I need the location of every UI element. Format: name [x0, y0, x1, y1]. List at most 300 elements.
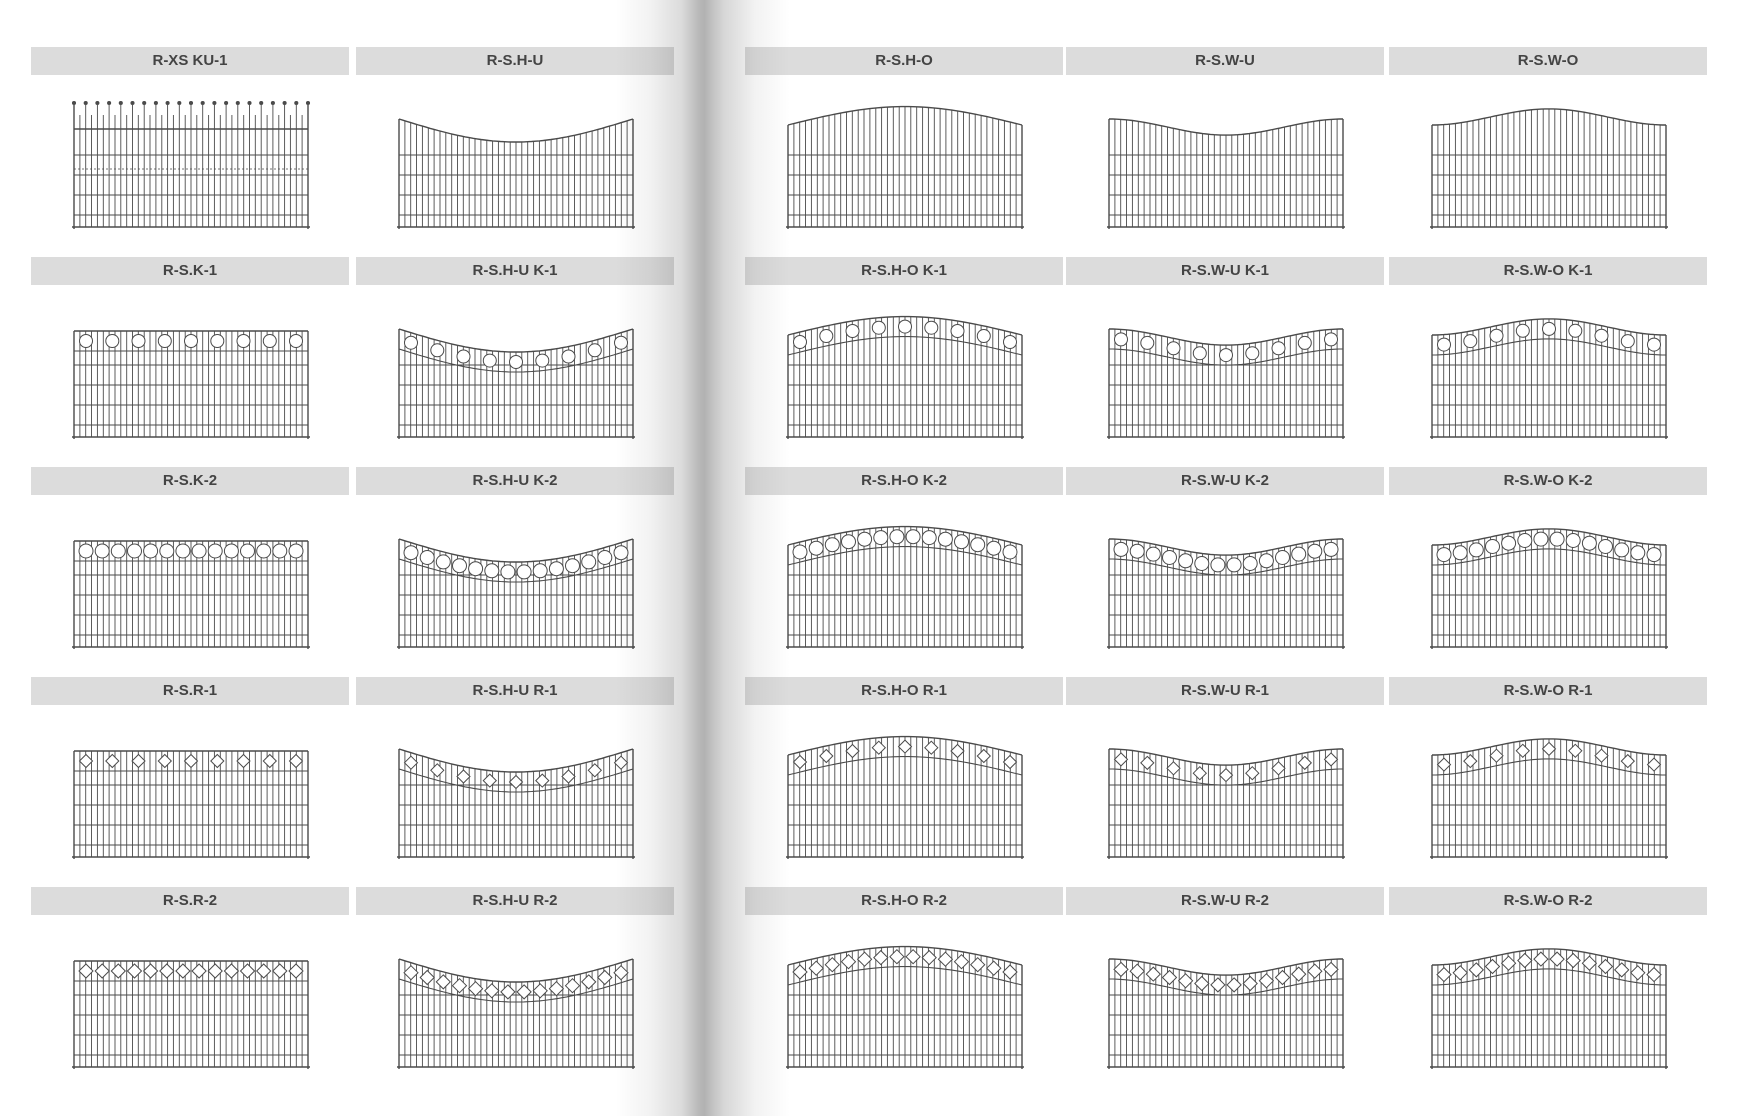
circle-ornament: [185, 335, 198, 348]
circle-ornament: [1490, 329, 1503, 342]
spear-tip: [260, 101, 263, 104]
diamond-ornament: [1276, 971, 1290, 985]
circle-ornament: [938, 532, 952, 546]
diamond-ornament: [1516, 744, 1529, 757]
diamond-ornament: [1211, 978, 1225, 992]
circle-ornament: [1325, 333, 1338, 346]
spear-tip: [84, 101, 87, 104]
fence-model-card: [1066, 467, 1384, 675]
diamond-ornament: [1490, 749, 1503, 762]
diamond-ornament: [80, 755, 93, 768]
model-label: R-S.H-O R-1: [745, 677, 1063, 705]
diamond-ornament: [977, 750, 990, 763]
circle-ornament: [1569, 324, 1582, 337]
circle-ornament: [1259, 554, 1273, 568]
circle-ornament: [517, 565, 531, 579]
diamond-ornament: [1325, 753, 1338, 766]
diamond-ornament: [1003, 965, 1017, 979]
circle-ornament: [144, 544, 158, 558]
diamond-ornament: [1595, 749, 1608, 762]
diamond-ornament: [1298, 756, 1311, 769]
fence-drawing: [1389, 707, 1707, 885]
circle-ornament: [1453, 546, 1467, 560]
fence-model-card: [1066, 47, 1384, 255]
diamond-ornament: [241, 964, 255, 978]
circle-ornament: [582, 555, 596, 569]
fence-model-card: [31, 257, 349, 465]
diamond-ornament: [1569, 744, 1582, 757]
model-label: R-S.R-1: [31, 677, 349, 705]
fence-model-card: [1389, 257, 1707, 465]
circle-ornament: [922, 531, 936, 545]
circle-ornament: [485, 564, 499, 578]
circle-ornament: [1518, 534, 1532, 548]
circle-ornament: [263, 335, 276, 348]
diamond-ornament: [1621, 755, 1634, 768]
spear-tip: [236, 101, 239, 104]
circle-ornament: [1227, 558, 1241, 572]
diamond-ornament: [1437, 968, 1451, 982]
model-label: R-S.H-O K-2: [745, 467, 1063, 495]
circle-ornament: [1298, 336, 1311, 349]
diamond-ornament: [431, 764, 444, 777]
fence-drawing: [31, 497, 349, 675]
model-label: R-S.W-O K-2: [1389, 467, 1707, 495]
diamond-ornament: [1141, 756, 1154, 769]
spear-tip: [166, 101, 169, 104]
fence-model-card: [745, 887, 1063, 1095]
circle-ornament: [1211, 558, 1225, 572]
circle-ornament: [598, 551, 612, 565]
circle-ornament: [1243, 557, 1257, 571]
diamond-ornament: [1272, 762, 1285, 775]
fence-panel-illustration: [356, 707, 674, 885]
circle-ornament: [483, 354, 496, 367]
diamond-ornament: [1146, 967, 1160, 981]
diamond-ornament: [925, 741, 938, 754]
diamond-ornament: [1464, 755, 1477, 768]
fence-panel-illustration: [356, 917, 674, 1095]
fence-model-card: [745, 47, 1063, 255]
fence-drawing: [356, 917, 674, 1095]
circle-ornament: [79, 544, 93, 558]
fence-panel-illustration: [1066, 77, 1384, 255]
diamond-ornament: [951, 745, 964, 758]
diamond-ornament: [1004, 756, 1017, 769]
diamond-ornament: [1163, 971, 1177, 985]
diamond-ornament: [237, 755, 250, 768]
fence-panel-illustration: [1389, 287, 1707, 465]
circle-ornament: [793, 545, 807, 559]
spear-tip: [283, 101, 286, 104]
diamond-ornament: [501, 985, 515, 999]
model-label: R-S.H-U: [356, 47, 674, 75]
diamond-ornament: [955, 955, 969, 969]
fence-panel-illustration: [356, 77, 674, 255]
fence-model-card: [31, 677, 349, 885]
model-label: R-S.W-O: [1389, 47, 1707, 75]
diamond-ornament: [289, 964, 303, 978]
diamond-ornament: [405, 756, 418, 769]
circle-ornament: [872, 321, 885, 334]
circle-ornament: [977, 330, 990, 343]
fence-model-card: [31, 47, 349, 255]
circle-ornament: [237, 335, 250, 348]
fence-panel-illustration: [745, 287, 1063, 465]
fence-panel-illustration: [31, 287, 349, 465]
circle-ornament: [1599, 540, 1613, 554]
model-label: R-S.W-O R-1: [1389, 677, 1707, 705]
diamond-ornament: [1324, 962, 1338, 976]
diamond-ornament: [794, 756, 807, 769]
model-label: R-S.W-U R-1: [1066, 677, 1384, 705]
circle-ornament: [160, 544, 174, 558]
fence-panel-illustration: [31, 707, 349, 885]
spear-tip: [213, 101, 216, 104]
diamond-ornament: [899, 740, 912, 753]
fence-panel-illustration: [1066, 287, 1384, 465]
fence-model-card: [1389, 677, 1707, 885]
diamond-ornament: [1486, 960, 1500, 974]
spear-tip: [154, 101, 157, 104]
circle-ornament: [290, 335, 303, 348]
diamond-ornament: [825, 958, 839, 972]
circle-ornament: [1003, 545, 1017, 559]
circle-ornament: [289, 544, 303, 558]
diamond-ornament: [1193, 767, 1206, 780]
diamond-ornament: [1615, 963, 1629, 977]
circle-ornament: [906, 530, 920, 544]
circle-ornament: [1115, 333, 1128, 346]
circle-ornament: [1502, 536, 1516, 550]
diamond-ornament: [1246, 767, 1259, 780]
circle-ornament: [899, 320, 912, 333]
fence-drawing: [1389, 77, 1707, 255]
circle-ornament: [420, 551, 434, 565]
diamond-ornament: [1543, 742, 1556, 755]
circle-ornament: [1437, 548, 1451, 562]
fence-model-card: [356, 467, 674, 675]
fence-model-card: [1066, 677, 1384, 885]
circle-ornament: [614, 546, 628, 560]
fence-drawing: [356, 497, 674, 675]
circle-ornament: [951, 325, 964, 338]
model-label: R-S.K-2: [31, 467, 349, 495]
fence-panel-illustration: [745, 77, 1063, 255]
spear-tip: [306, 101, 309, 104]
spear-tip: [143, 101, 146, 104]
fence-drawing: [31, 917, 349, 1095]
fence-model-card: [745, 467, 1063, 675]
model-label: R-S.H-O K-1: [745, 257, 1063, 285]
fence-drawing: [356, 707, 674, 885]
circle-ornament: [1595, 329, 1608, 342]
fence-panel-illustration: [31, 77, 349, 255]
circle-ornament: [549, 562, 563, 576]
spear-tip: [119, 101, 122, 104]
fence-panel-illustration: [1066, 707, 1384, 885]
circle-ornament: [95, 544, 109, 558]
fence-model-card: [745, 257, 1063, 465]
diamond-ornament: [79, 964, 93, 978]
fence-drawing: [745, 77, 1063, 255]
spear-tip: [271, 101, 274, 104]
diamond-ornament: [453, 979, 467, 993]
circle-ornament: [436, 555, 450, 569]
circle-ornament: [224, 544, 238, 558]
circle-ornament: [1114, 542, 1128, 556]
diamond-ornament: [820, 750, 833, 763]
diamond-ornament: [1114, 962, 1128, 976]
fence-model-card: [1066, 887, 1384, 1095]
spear-tip: [178, 101, 181, 104]
fence-drawing: [1066, 77, 1384, 255]
circle-ornament: [1308, 544, 1322, 558]
model-label: R-S.H-U R-2: [356, 887, 674, 915]
fence-drawing: [1066, 287, 1384, 465]
circle-ornament: [176, 544, 190, 558]
diamond-ornament: [1438, 758, 1451, 771]
circle-ornament: [536, 354, 549, 367]
spear-tip: [295, 101, 298, 104]
fence-drawing: [745, 287, 1063, 465]
fence-model-card: [356, 257, 674, 465]
circle-ornament: [809, 541, 823, 555]
circle-ornament: [1516, 324, 1529, 337]
fence-drawing: [1389, 287, 1707, 465]
diamond-ornament: [517, 985, 531, 999]
fence-drawing: [745, 707, 1063, 885]
circle-ornament: [1167, 342, 1180, 355]
fence-model-card: [1389, 47, 1707, 255]
circle-ornament: [533, 564, 547, 578]
circle-ornament: [80, 335, 93, 348]
circle-ornament: [874, 531, 888, 545]
circle-ornament: [820, 330, 833, 343]
diamond-ornament: [582, 975, 596, 989]
circle-ornament: [1179, 554, 1193, 568]
diamond-ornament: [1115, 753, 1128, 766]
spear-tip: [131, 101, 134, 104]
spear-tip: [72, 101, 75, 104]
circle-ornament: [241, 544, 255, 558]
spear-tip: [108, 101, 111, 104]
model-label: R-S.W-U K-2: [1066, 467, 1384, 495]
circle-ornament: [1246, 347, 1259, 360]
diamond-ornament: [906, 950, 920, 964]
circle-ornament: [453, 559, 467, 573]
fence-panel-illustration: [1389, 497, 1707, 675]
fence-model-card: [356, 887, 674, 1095]
spear-tip: [225, 101, 228, 104]
circle-ornament: [1438, 338, 1451, 351]
diamond-ornament: [211, 755, 224, 768]
circle-ornament: [1276, 551, 1290, 565]
fence-panel-illustration: [356, 497, 674, 675]
circle-ornament: [1648, 338, 1661, 351]
diamond-ornament: [615, 756, 628, 769]
diamond-ornament: [890, 950, 904, 964]
fence-panel-illustration: [356, 287, 674, 465]
circle-ornament: [457, 350, 470, 363]
diamond-ornament: [588, 764, 601, 777]
circle-ornament: [510, 356, 523, 369]
fence-panel-illustration: [1389, 707, 1707, 885]
diamond-ornament: [290, 755, 303, 768]
model-label: R-S.K-1: [31, 257, 349, 285]
fence-drawing: [356, 287, 674, 465]
circle-ornament: [1534, 532, 1548, 546]
fence-drawing: [356, 77, 674, 255]
model-label: R-S.W-U K-1: [1066, 257, 1384, 285]
circle-ornament: [404, 546, 418, 560]
fence-model-card: [1389, 467, 1707, 675]
circle-ornament: [1486, 540, 1500, 554]
spear-tip: [189, 101, 192, 104]
circle-ornament: [858, 532, 872, 546]
diamond-ornament: [111, 964, 125, 978]
fence-model-card: [745, 677, 1063, 885]
fence-panel-illustration: [745, 917, 1063, 1095]
diamond-ornament: [128, 964, 142, 978]
fence-drawing: [1389, 497, 1707, 675]
circle-ornament: [1550, 532, 1564, 546]
circle-ornament: [158, 335, 171, 348]
circle-ornament: [955, 535, 969, 549]
fence-drawing: [31, 707, 349, 885]
circle-ornament: [257, 544, 271, 558]
diamond-ornament: [185, 755, 198, 768]
circle-ornament: [1220, 349, 1233, 362]
model-label: R-S.W-O R-2: [1389, 887, 1707, 915]
circle-ornament: [562, 350, 575, 363]
circle-ornament: [971, 538, 985, 552]
model-label: R-S.H-O: [745, 47, 1063, 75]
circle-ornament: [106, 335, 119, 348]
circle-ornament: [501, 565, 515, 579]
diamond-ornament: [1469, 963, 1483, 977]
model-label: R-S.H-U R-1: [356, 677, 674, 705]
fence-panel-illustration: [31, 497, 349, 675]
circle-ornament: [1130, 544, 1144, 558]
diamond-ornament: [1534, 952, 1548, 966]
diamond-ornament: [1167, 762, 1180, 775]
model-label: R-S.R-2: [31, 887, 349, 915]
spear-tip: [201, 101, 204, 104]
diamond-ornament: [614, 966, 628, 980]
fence-drawing: [1066, 707, 1384, 885]
circle-ornament: [1543, 322, 1556, 335]
circle-ornament: [825, 538, 839, 552]
fence-drawing: [1066, 497, 1384, 675]
fence-model-card: [1066, 257, 1384, 465]
fence-panel-illustration: [745, 707, 1063, 885]
diamond-ornament: [176, 964, 190, 978]
diamond-ornament: [457, 770, 470, 783]
diamond-ornament: [1227, 978, 1241, 992]
circle-ornament: [842, 535, 856, 549]
circle-ornament: [1195, 557, 1209, 571]
circle-ornament: [588, 344, 601, 357]
circle-ornament: [1582, 536, 1596, 550]
model-label: R-XS KU-1: [31, 47, 349, 75]
spear-tip: [248, 101, 251, 104]
circle-ornament: [1621, 335, 1634, 348]
model-label: R-S.W-U: [1066, 47, 1384, 75]
diamond-ornament: [842, 955, 856, 969]
fence-panel-illustration: [1066, 917, 1384, 1095]
fence-panel-illustration: [31, 917, 349, 1095]
fence-drawing: [1066, 917, 1384, 1095]
diamond-ornament: [106, 755, 119, 768]
diamond-ornament: [510, 776, 523, 789]
circle-ornament: [1324, 542, 1338, 556]
circle-ornament: [211, 335, 224, 348]
circle-ornament: [273, 544, 287, 558]
fence-panel-illustration: [1389, 77, 1707, 255]
fence-model-card: [31, 467, 349, 675]
circle-ornament: [1193, 347, 1206, 360]
circle-ornament: [132, 335, 145, 348]
diamond-ornament: [1647, 968, 1661, 982]
circle-ornament: [1631, 546, 1645, 560]
circle-ornament: [890, 530, 904, 544]
circle-ornament: [794, 336, 807, 349]
diamond-ornament: [793, 965, 807, 979]
circle-ornament: [1647, 548, 1661, 562]
model-label: R-S.H-O R-2: [745, 887, 1063, 915]
model-label: R-S.W-U R-2: [1066, 887, 1384, 915]
diamond-ornament: [1648, 758, 1661, 771]
circle-ornament: [1292, 547, 1306, 561]
circle-ornament: [192, 544, 206, 558]
diamond-ornament: [566, 979, 580, 993]
diamond-ornament: [562, 770, 575, 783]
diamond-ornament: [1292, 967, 1306, 981]
diamond-ornament: [158, 755, 171, 768]
fence-drawing: [745, 497, 1063, 675]
diamond-ornament: [872, 741, 885, 754]
fence-model-card: [31, 887, 349, 1095]
diamond-ornament: [1599, 960, 1613, 974]
diamond-ornament: [1550, 952, 1564, 966]
circle-ornament: [208, 544, 222, 558]
circle-ornament: [1146, 547, 1160, 561]
diamond-ornament: [263, 755, 276, 768]
circle-ornament: [1566, 534, 1580, 548]
spear-tip: [96, 101, 99, 104]
circle-ornament: [431, 344, 444, 357]
diamond-ornament: [404, 966, 418, 980]
circle-ornament: [405, 336, 418, 349]
fence-drawing: [745, 917, 1063, 1095]
model-label: R-S.W-O K-1: [1389, 257, 1707, 285]
circle-ornament: [1469, 543, 1483, 557]
fence-drawing: [1389, 917, 1707, 1095]
circle-ornament: [1141, 336, 1154, 349]
circle-ornament: [1004, 336, 1017, 349]
diamond-ornament: [257, 964, 271, 978]
circle-ornament: [111, 544, 125, 558]
fence-panel-illustration: [1389, 917, 1707, 1095]
circle-ornament: [1615, 543, 1629, 557]
fence-drawing: [31, 77, 349, 255]
fence-model-card: [356, 677, 674, 885]
circle-ornament: [1163, 551, 1177, 565]
circle-ornament: [128, 544, 142, 558]
fence-drawing: [31, 287, 349, 465]
fence-panel-illustration: [745, 497, 1063, 675]
